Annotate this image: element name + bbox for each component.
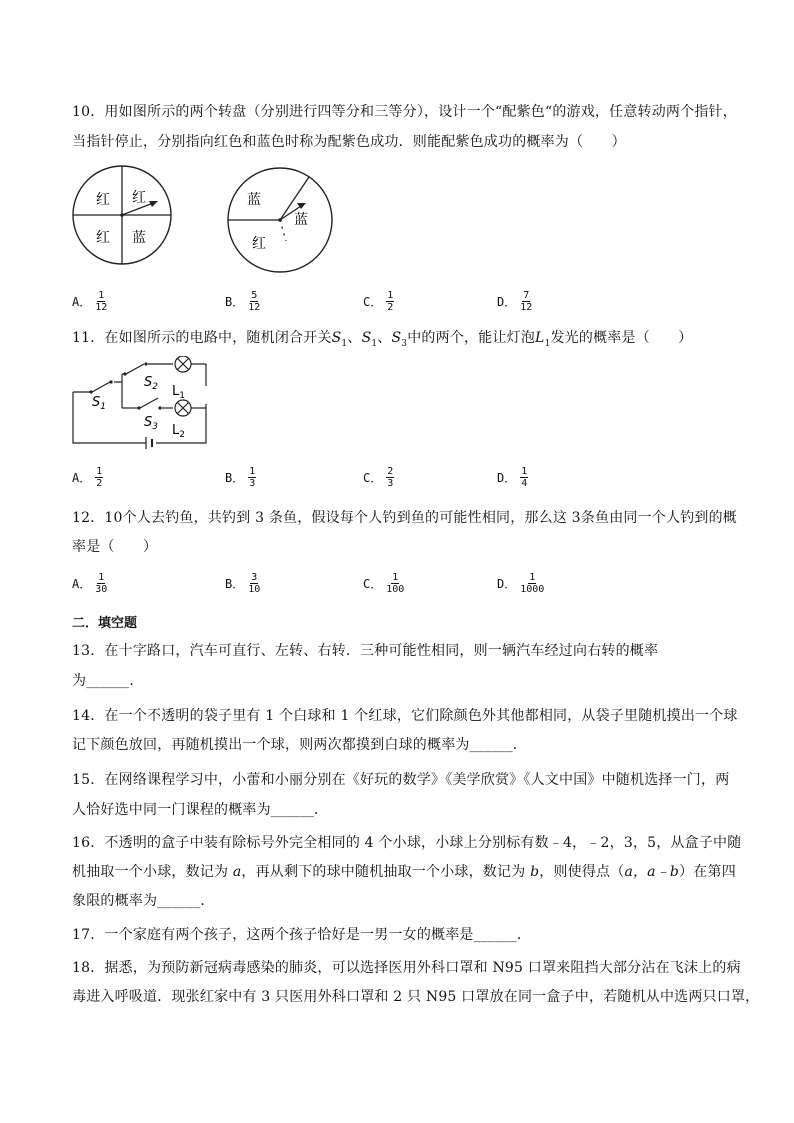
q15-text-line2: 人恰好选中同一门课程的概率为______． [72, 802, 329, 818]
circuit-label-s1: $S_1$ [92, 395, 106, 412]
q14-text-line2: 记下颜色放回，再随机摸出一个球，则两次都摸到白球的概率为______． [72, 737, 527, 753]
spinner1-label-tr: 红 [132, 190, 146, 206]
circuit-label-s3: $S_3$ [144, 415, 158, 432]
section-heading-fill-in: 二．填空题 [72, 616, 138, 631]
q12-option-d[interactable]: D． $\frac{1}{1000}$ [497, 572, 545, 595]
circuit-label-l1: $L_1$ [172, 384, 185, 401]
circuit-label-s2: $S_2$ [144, 375, 158, 392]
spinner1-label-br: 蓝 [132, 230, 146, 246]
q13-text-line1: 13．在十字路口，汽车可直行、左转、右转．三种可能性相同，则一辆汽车经过向右转的概率 [72, 643, 659, 659]
q16-text-line3: 象限的概率为______． [72, 893, 215, 909]
spinner2-label-right: 蓝 [294, 212, 308, 228]
q11-option-a[interactable]: A． $\frac{1}{2}$ [72, 466, 103, 489]
q12-option-a[interactable]: A． $\frac{1}{30}$ [72, 572, 108, 595]
q10-option-d[interactable]: D． $\frac{7}{12}$ [497, 290, 533, 313]
q10-option-a[interactable]: A． $\frac{1}{12}$ [72, 290, 108, 313]
q11-option-b[interactable]: B． $\frac{1}{3}$ [225, 466, 256, 489]
spinner2-label-top: 蓝 [247, 192, 261, 208]
q10-text-line2: 当指针停止，分别指向红色和蓝色时称为配紫色成功．则能配紫色成功的概率为（ ） [72, 134, 626, 150]
spinner1-label-tl: 红 [96, 192, 110, 208]
circuit-label-l2: $L_2$ [172, 423, 185, 440]
q17-text: 17．一个家庭有两个孩子，这两个孩子恰好是一男一女的概率是______． [72, 927, 532, 943]
spinner1-label-bl: 红 [96, 230, 110, 246]
q12-option-c[interactable]: C． $\frac{1}{100}$ [363, 572, 405, 595]
q16-text-line1: 16．不透明的盒子中装有除标号外完全相同的 4 个小球，小球上分别标有数﹣4，﹣2，3，5，从盒子中随 [72, 835, 742, 851]
spinner-four-parts [73, 166, 171, 264]
q10-option-c[interactable]: C． $\frac{1}{2}$ [363, 290, 394, 313]
q11-text: 11．在如图所示的电路中，随机闭合开关$S_1$、$S_1$、$S_3$中的两个，能让灯泡$L_1$发光的概率是（ ） [72, 330, 693, 349]
q12-text-line2: 率是（ ） [72, 539, 158, 555]
q13-text-line2: 为______． [72, 673, 144, 689]
q10-option-b[interactable]: B． $\frac{5}{12}$ [225, 290, 261, 313]
q11-option-d[interactable]: D． $\frac{1}{4}$ [497, 466, 528, 489]
q10-text-line1: 10．用如图所示的两个转盘（分别进行四等分和三等分），设计一个“配紫色“的游戏，任意转动两个指针， [72, 104, 737, 120]
q11-option-c[interactable]: C． $\frac{2}{3}$ [363, 466, 394, 489]
q12-text-line1: 12．10个人去钓鱼，共钓到 3 条鱼，假设每个人钓到鱼的可能性相同，那么这 3条鱼由同一个人钓到的概 [72, 510, 737, 526]
spinner2-label-bottom: 红 [252, 236, 266, 252]
q12-option-b[interactable]: B． $\frac{3}{10}$ [225, 572, 261, 595]
q14-text-line1: 14．在一个不透明的袋子里有 1 个白球和 1 个红球，它们除颜色外其他都相同，从袋子里随机摸出一个球 [72, 708, 738, 724]
q18-text-line1: 18．据悉，为预防新冠病毒感染的肺炎，可以选择医用外科口罩和 N95 口罩来阻挡大部分沾在飞沫上的病 [72, 960, 741, 976]
q16-text-line2: 机抽取一个小球，数记为 a，再从剩下的球中随机抽取一个小球，数记为 b，则使得点（a，a﹣b）在第四 [72, 864, 736, 880]
spinner-three-parts [228, 168, 332, 272]
q15-text-line1: 15．在网络课程学习中，小蕾和小丽分别在《好玩的数学》《美学欣赏》《人文中国》中随机选择一门，两 [72, 772, 730, 788]
q18-text-line2: 毒进入呼吸道．现张红家中有 3 只医用外科口罩和 2 只 N95 口罩放在同一盒子中，若随机从中选两只口罩， [72, 989, 760, 1005]
spinner-diagrams [64, 162, 354, 274]
circuit-diagram [64, 356, 214, 452]
